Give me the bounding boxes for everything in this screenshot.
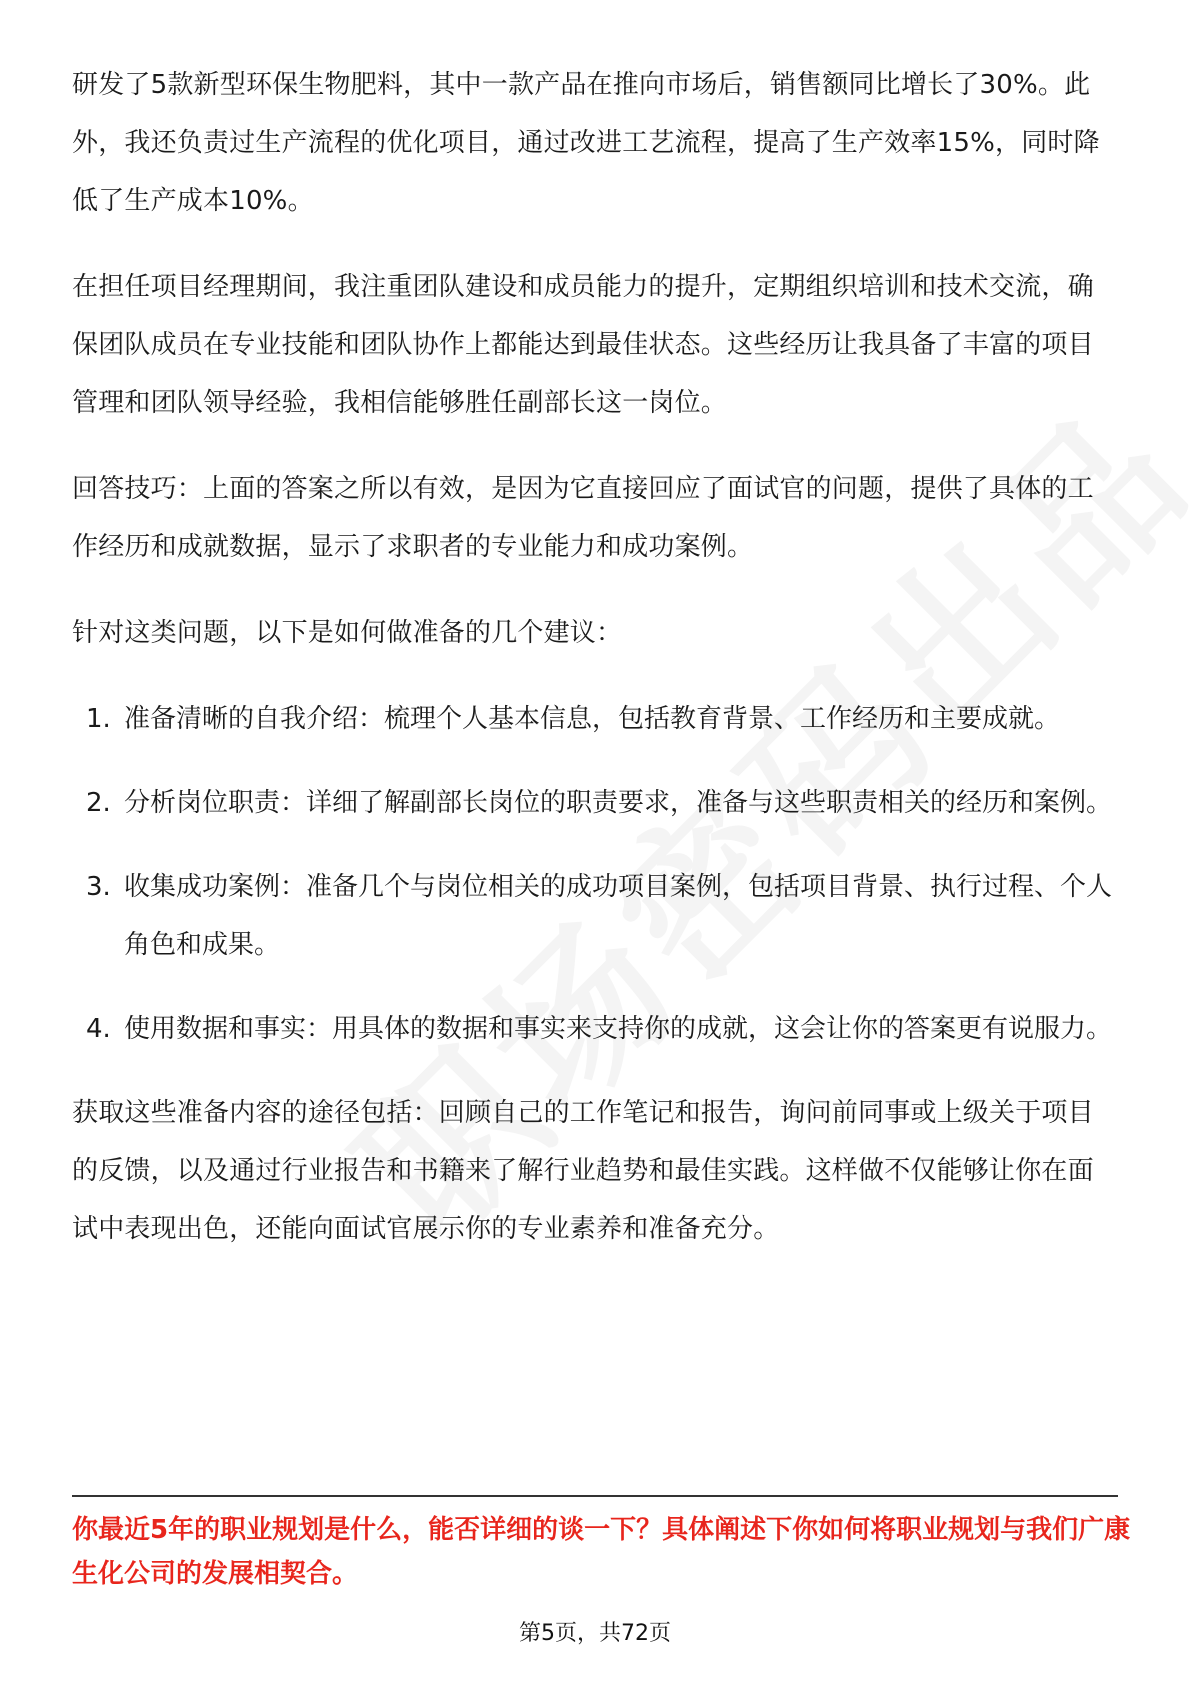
paragraph-team-management: 在担任项目经理期间，我注重团队建设和成员能力的提升，定期组织培训和技术交流，确保团队成员在专业技能和团队协作上都能达到最佳状态。这些经历让我具备了丰富的项目管理和团队领导经验，我相信能够胜任副部长这一岗位。 [72, 272, 1094, 418]
list-item-number: 4. [86, 1014, 111, 1044]
paragraph-preparation-intro: 针对这类问题，以下是如何做准备的几个建议： [72, 618, 623, 648]
interview-question: 你最近5年的职业规划是什么，能否详细的谈一下？具体阐述下你如何将职业规划与我们广康生化公司的发展相契合。 [72, 1515, 1131, 1589]
page-number-footer: 第5页，共72页 [519, 1621, 671, 1646]
list-item-number: 1. [86, 704, 111, 734]
list-item-text: 使用数据和事实：用具体的数据和事实来支持你的成就，这会让你的答案更有说服力。 [124, 1014, 1113, 1044]
list-item-number: 2. [86, 788, 111, 818]
list-item [72, 1000, 1118, 1058]
list-item-text: 分析岗位职责：详细了解副部长岗位的职责要求，准备与这些职责相关的经历和案例。 [124, 788, 1113, 818]
paragraph-experience: 研发了5款新型环保生物肥料，其中一款产品在推向市场后，销售额同比增长了30%。此外，我还负责过生产流程的优化项目，通过改进工艺流程，提高了生产效率15%，同时降低了生产成本10%。 [72, 70, 1100, 216]
suggestion-list [72, 690, 1118, 1058]
list-item-text: 准备清晰的自我介绍：梳理个人基本信息，包括教育背景、工作经历和主要成就。 [124, 704, 1061, 734]
list-item [72, 690, 1118, 748]
list-item-text: 收集成功案例：准备几个与岗位相关的成功项目案例，包括项目背景、执行过程、个人角色和成果。 [124, 872, 1113, 960]
paragraph-answer-tips: 回答技巧：上面的答案之所以有效，是因为它直接回应了面试官的问题，提供了具体的工作经历和成就数据，显示了求职者的专业能力和成功案例。 [72, 474, 1094, 562]
list-item [72, 774, 1118, 832]
list-item-number: 3. [86, 872, 111, 902]
paragraph-closing: 获取这些准备内容的途径包括：回顾自己的工作笔记和报告，询问前同事或上级关于项目的反馈，以及通过行业报告和书籍来了解行业趋势和最佳实践。这样做不仅能够让你在面试中表现出色，还能向面试官展示你的专业素养和准备充分。 [72, 1098, 1094, 1244]
list-item [72, 858, 1118, 974]
document-body [72, 56, 1118, 1286]
section-divider [72, 1495, 1118, 1497]
